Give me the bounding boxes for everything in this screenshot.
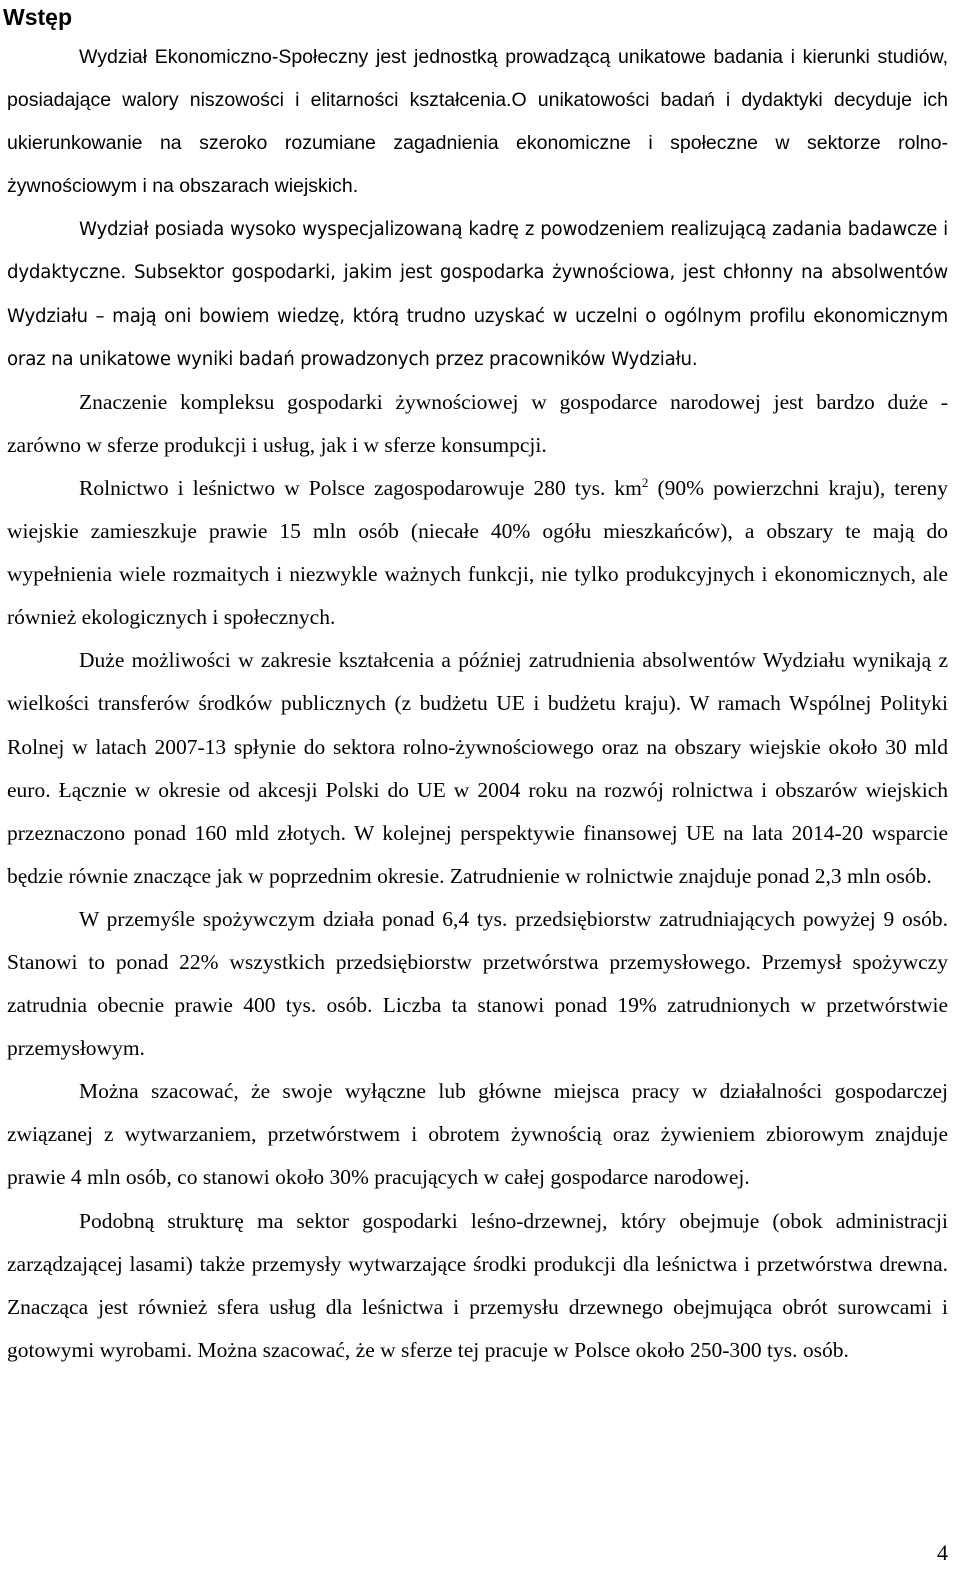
page-number: 4 [937,1540,948,1565]
paragraph-intro: Wydział Ekonomiczno-Społeczny jest jednostką prowadzącą unikatowe badania i kierunki studiów, posiadające walory niszowości i elitarności kształcenia.O unikatowości badań i dydaktyki decyduje ich ukierunkowanie na szeroko rozumiane zagadnienia ekonomiczne i społeczne w sektorze rolno-żywnościowym i na obszarach wiejskich. [7,46,948,198]
section-heading: Wstęp [3,4,72,30]
paragraph-agriculture-area-before: Rolnictwo i leśnictwo w Polsce zagospodarowuje 280 tys. km [79,475,642,500]
paragraph-employment-estimate: Można szacować, że swoje wyłączne lub główne miejsca pracy w działalności gospodarczej związanej z wytwarzaniem, przetwórstwem i obrotem żywnością oraz żywieniem zbiorowym znajduje prawie 4 mln osób, co stanowi około 30% pracujących w całej gospodarce narodowej. [7,1079,948,1190]
paragraph-forestry-sector: Podobną strukturę ma sektor gospodarki leśno-drzewnej, który obejmuje (obok administracji zarządzającej lasami) także przemysły wytwarzające środki produkcji dla leśnictwa i przetwórstwa drewna. Znacząca jest również sfera usług dla leśnictwa i przemysłu drzewnego obejmująca obrót surowcami i gotowymi wyrobami. Można szacować, że w sferze tej pracuje w Polsce około 250-300 tys. osób. [7,1208,948,1362]
paragraph-public-transfers: Duże możliwości w zakresie kształcenia a później zatrudnienia absolwentów Wydziału wynikają z wielkości transferów środków publicznych (z budżetu UE i budżetu kraju). W ramach Wspólnej Polityki Rolnej w latach 2007-13 spłynie do sektora rolno-żywnościowego oraz na obszary wiejskie około 30 mld euro. Łącznie w okresie od akcesji Polski do UE w 2004 roku na rozwój rolnictwa i obszarów wiejskich przeznaczono ponad 160 mld złotych. W kolejnej perspektywie finansowej UE na lata 2014-20 wsparcie będzie równie znaczące jak w poprzednim okresie. Zatrudnienie w rolnictwie znajduje ponad 2,3 mln osób. [7,648,948,888]
paragraph-food-economy-importance: Znaczenie kompleksu gospodarki żywnościowej w gospodarce narodowej jest bardzo duże - zarówno w sferze produkcji i usług, jak i w sferze konsumpcji. [7,389,948,457]
superscript-2: 2 [641,474,649,490]
paragraph-food-industry: W przemyśle spożywczym działa ponad 6,4 tys. przedsiębiorstw zatrudniających powyżej 9 osób. Stanowi to ponad 22% wszystkich przedsiębiorstw przetwórstwa przemysłowego. Przemysł spożywczy zatrudnia obecnie prawie 400 tys. osób. Liczba ta stanowi ponad 19% zatrudnionych w przetwórstwie przemysłowym. [7,906,948,1061]
paragraph-faculty-staff: Wydział posiada wysoko wyspecjalizowaną kadrę z powodzeniem realizującą zadania badawcze i dydaktyczne. Subsektor gospodarki, jakim jest gospodarka żywnościowa, jest chłonny na absolwentów Wydziału – mają oni bowiem wiedzę, którą trudno uzyskać w uczelni o ogólnym profilu ekonomicznym oraz na unikatowe wyniki badań prowadzonych przez pracowników Wydziału. [7,219,948,370]
document-body [7,36,948,1372]
paragraph-agriculture-area-after: (90% powierzchni kraju), tereny wiejskie zamieszkuje prawie 15 mln osób (niecałe 40% ogółu mieszkańców), a obszary te mają do wypełnienia wiele rozmaitych i niezwykle ważnych funkcji, nie tylko produkcyjnych i ekonomicznych, ale również ekologicznych i społecznych. [7,475,948,630]
paragraph-agriculture-area [7,467,948,639]
